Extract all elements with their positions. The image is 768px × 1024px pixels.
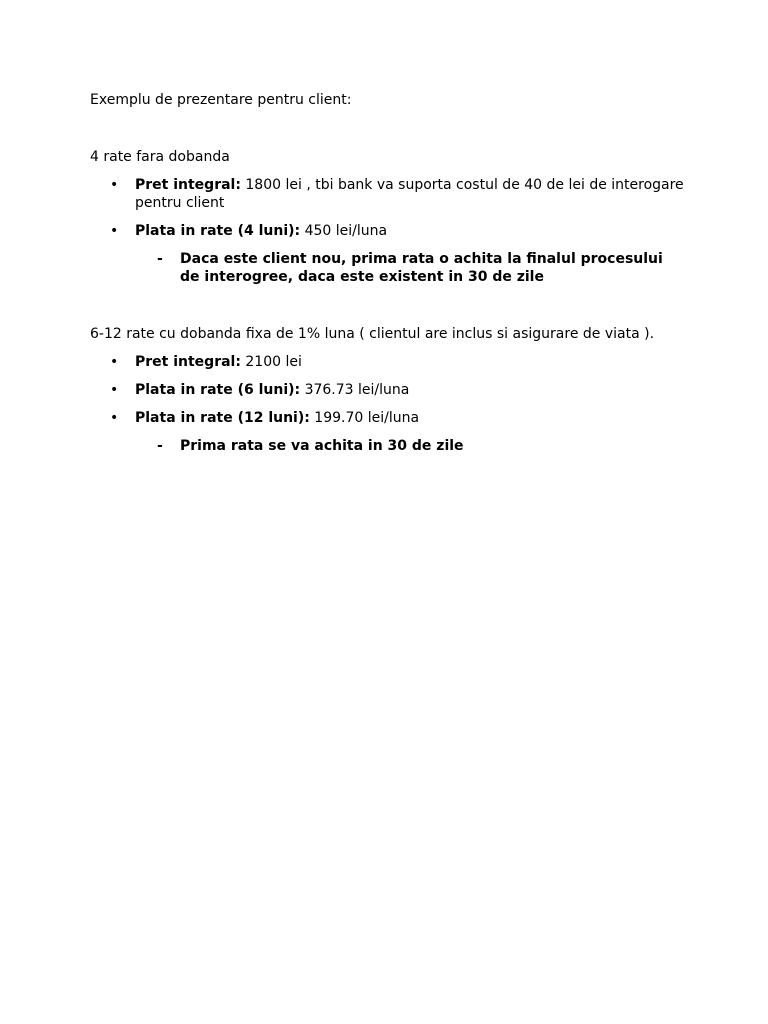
sub-item [135,250,690,286]
sub-item-text: Prima rata se va achita in 30 de zile [180,438,464,454]
sub-list [135,250,690,286]
bullet-icon: • [110,410,119,426]
list-item [90,353,690,371]
section-title: 4 rate fara dobanda [90,149,230,165]
list-item [90,409,690,455]
item-label: Plata in rate (6 luni): [135,382,301,398]
item-value: 199.70 lei/luna [309,410,420,426]
sub-list [135,437,690,455]
bullet-list [90,353,690,455]
bullet-list [90,176,690,286]
sub-item-text: Daca este client nou, prima rata o achita la finalul procesului de interogrее, daca este existent in 30 de zile [180,251,663,285]
item-label: Plata in rate (4 luni): [135,223,301,239]
bullet-icon: • [110,223,119,239]
bullet-icon: • [110,177,119,193]
section-6-12-rate [90,325,690,455]
item-value: 2100 lei [240,354,302,370]
item-value: 1800 lei , tbi bank va suporta costul de 40 de lei de interogare pentru client [135,177,684,211]
item-value: 450 lei/luna [300,223,388,239]
sub-item [135,437,690,455]
section-4-rate [90,148,690,286]
bullet-icon: • [110,354,119,370]
dash-icon: - [157,438,163,454]
bullet-icon: • [110,382,119,398]
intro-text: Exemplu de prezentare pentru client: [90,92,352,108]
item-value: 376.73 lei/luna [300,382,410,398]
list-item [90,176,690,212]
item-label: Plata in rate (12 luni): [135,410,310,426]
dash-icon: - [157,251,163,267]
section-title: 6-12 rate cu dobanda fixa de 1% luna ( clientul are inclus si asigurare de viata ). [90,326,655,342]
document-page [90,91,690,494]
item-label: Pret integral: [135,354,241,370]
item-label: Pret integral: [135,177,241,193]
list-item [90,222,690,286]
list-item [90,381,690,399]
